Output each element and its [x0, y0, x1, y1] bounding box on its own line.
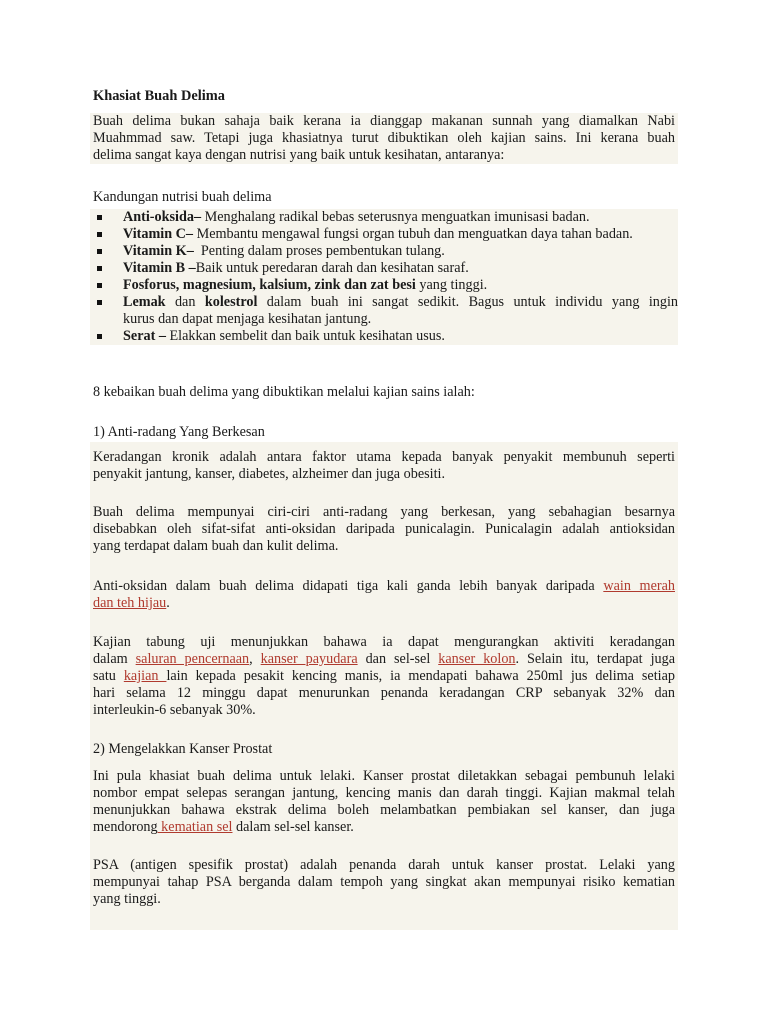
text-line: yang tinggi. — [93, 891, 161, 907]
text-line: hari selama 12 minggu dapat menurunkan penanda keradangan CRP sebanyak 32% dan — [93, 685, 675, 701]
bullet-icon — [97, 249, 102, 254]
text-line: disebabkan oleh sifat-sifat anti-oksidan daripada punicalagin. Punicalagin adalah antioksidan — [93, 521, 675, 537]
section2-paragraph-1 — [90, 768, 678, 836]
text-line — [93, 595, 675, 612]
text-fragment: lain kepada pesakit kencing manis, ia mendapati bahawa 250ml jus delima setiap — [166, 668, 676, 684]
text-line: Kajian tabung uji menunjukkan bahawa ia dapat mengurangkan aktiviti keradangan — [93, 634, 675, 650]
text-line — [93, 578, 675, 595]
text-line: Ini pula khasiat buah delima untuk lelaki. Kanser prostat diletakkan sebagai pembunuh lelaki — [93, 768, 675, 784]
text-line: yang terdapat dalam buah dan kulit delima. — [93, 538, 339, 554]
bullet-icon — [97, 283, 102, 288]
text-fragment: Anti-oksidan dalam buah delima didapati tiga kali ganda lebih banyak daripada — [93, 578, 604, 594]
list-item — [90, 328, 678, 345]
section1-paragraph-3 — [90, 578, 678, 612]
link-teh-hijau[interactable]: dan teh hijau — [93, 595, 167, 611]
link-kematian-sel[interactable]: kematian sel — [157, 819, 233, 835]
text-line: penyakit jantung, kanser, diabetes, alzheimer dan juga obesiti. — [93, 466, 446, 482]
nutrient-name: Lemak — [123, 294, 166, 310]
text-fragment: , — [249, 651, 261, 667]
nutrient-desc: dalam buah ini sangat sedikit. Bagus untuk individu yang ingin — [257, 294, 678, 310]
section2-heading: 2) Mengelakkan Kanser Prostat — [93, 741, 273, 757]
text-line: nombor empat selepas serangan jantung, kencing manis dan darah tinggi. Kajian makmal telah — [93, 785, 675, 801]
nutrient-name: Anti-oksida– — [123, 209, 202, 225]
section1-paragraph-1 — [90, 449, 678, 483]
list-item — [90, 209, 678, 226]
text-fragment: . Selain itu, terdapat juga — [515, 651, 675, 667]
intro-line: Buah delima bukan sahaja baik kerana ia dianggap makanan sunnah yang diamalkan Nabi — [93, 113, 675, 129]
nutrient-desc: Baik untuk peredaran darah dan kesihatan saraf. — [195, 260, 469, 276]
list-item — [90, 277, 678, 294]
bullet-icon — [97, 215, 102, 220]
nutrient-desc: Membantu mengawal fungsi organ tubuh dan menguatkan daya tahan badan. — [193, 226, 633, 242]
bullet-icon — [97, 334, 102, 339]
text-line: menunjukkan bahawa ekstrak delima boleh melambatkan pembiakan sel kanser, dan juga — [93, 802, 675, 818]
link-saluran-pencernaan[interactable]: saluran pencernaan — [135, 651, 250, 667]
nutrition-heading: Kandungan nutrisi buah delima — [93, 189, 272, 205]
list-item — [90, 243, 678, 260]
benefits-heading: 8 kebaikan buah delima yang dibuktikan melalui kajian sains ialah: — [93, 384, 475, 400]
nutrient-desc-cont: kurus dan dapat menjaga kesihatan jantung. — [123, 311, 372, 327]
text-fragment: . — [166, 595, 170, 611]
text-line — [93, 668, 675, 685]
nutrient-desc: yang tinggi. — [415, 277, 488, 293]
list-item — [90, 226, 678, 243]
section2-paragraph-2 — [90, 857, 678, 908]
nutrient-name: Serat – — [123, 328, 166, 344]
nutrient-name: Vitamin B – — [123, 260, 196, 276]
link-kanser-kolon[interactable]: kanser kolon — [438, 651, 516, 667]
text-line: PSA (antigen spesifik prostat) adalah penanda darah untuk kanser prostat. Lelaki yang — [93, 857, 675, 873]
section1-paragraph-2 — [90, 504, 678, 555]
list-item — [90, 260, 678, 277]
text-fragment: dalam sel-sel kanser. — [232, 819, 354, 835]
link-kanser-payudara[interactable]: kanser payudara — [260, 651, 358, 667]
text-line: interleukin-6 sebanyak 30%. — [93, 702, 256, 718]
nutrient-name: Vitamin K– — [123, 243, 194, 259]
bullet-icon — [97, 266, 102, 271]
text-fragment: dan sel-sel — [357, 651, 439, 667]
bullet-icon — [97, 232, 102, 237]
nutrient-name: Fosforus, magnesium, kalsium, zink dan zat besi — [123, 277, 416, 293]
page-title: Khasiat Buah Delima — [93, 88, 225, 104]
list-item — [90, 294, 678, 328]
text-fragment: mendorong — [93, 819, 158, 835]
nutrient-list — [90, 209, 678, 345]
nutrient-name: kolestrol — [204, 294, 258, 310]
link-wain-merah[interactable]: wain merah — [603, 578, 675, 594]
nutrient-desc: Elakkan sembelit dan baik untuk kesihatan usus. — [165, 328, 445, 344]
nutrient-name: Vitamin C– — [123, 226, 194, 242]
text-line: Keradangan kronik adalah antara faktor utama kepada banyak penyakit membunuh seperti — [93, 449, 675, 465]
text-line: Buah delima mempunyai ciri-ciri anti-radang yang berkesan, yang sebahagian besarnya — [93, 504, 675, 520]
text-line: mempunyai tahap PSA berganda dalam tempoh yang singkat akan mempunyai risiko kematian — [93, 874, 675, 890]
link-kajian[interactable]: kajian — [123, 668, 167, 684]
text-line — [93, 651, 675, 668]
section1-heading: 1) Anti-radang Yang Berkesan — [93, 424, 265, 440]
text-fragment: dalam — [93, 651, 136, 667]
section1-paragraph-4 — [90, 634, 678, 719]
intro-line: Muahmmad saw. Tetapi juga khasiatnya turut dibuktikan oleh kajian sains. Ini kerana buah — [93, 130, 675, 146]
bullet-icon — [97, 300, 102, 305]
text-fragment: satu — [93, 668, 124, 684]
intro-line: delima sangat kaya dengan nutrisi yang baik untuk kesihatan, antaranya: — [93, 147, 505, 163]
intro-paragraph — [90, 113, 678, 164]
nutrient-desc: dan — [165, 294, 205, 310]
nutrient-desc: Menghalang radikal bebas seterusnya menguatkan imunisasi badan. — [201, 209, 590, 225]
nutrient-desc: Penting dalam proses pembentukan tulang. — [193, 243, 445, 259]
text-line — [93, 819, 675, 836]
